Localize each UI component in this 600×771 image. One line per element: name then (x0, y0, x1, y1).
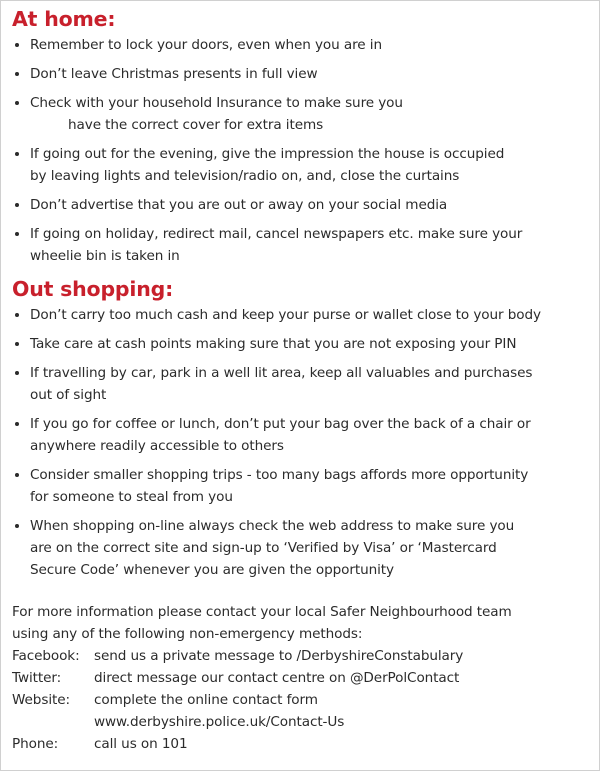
list-item-text: When shopping on-line always check the web address to make sure you (30, 518, 515, 534)
contact-label: Phone: (12, 736, 59, 752)
list-item (12, 515, 588, 581)
list-item (12, 223, 588, 267)
list-item-text: Don’t leave Christmas presents in full view (30, 66, 318, 82)
list-item-text: If you go for coffee or lunch, don’t put your bag over the back of a chair or (30, 416, 531, 432)
website-link: www.derbyshire.police.uk/Contact-Us (94, 714, 345, 730)
list-item-text-continued: out of sight (30, 387, 107, 403)
list-out-shopping (12, 304, 588, 581)
contact-value: call us on 101 (94, 736, 188, 752)
list-item-text-continued: wheelie bin is taken in (30, 248, 180, 264)
list-item-text-continued: for someone to steal from you (30, 489, 233, 505)
list-item (12, 464, 588, 508)
contact-value-text: complete the online contact form (94, 692, 318, 708)
contact-label: Website: (12, 692, 70, 708)
list-item (12, 333, 588, 355)
list-item (12, 362, 588, 406)
info-intro-line: using any of the following non-emergency methods: (12, 626, 363, 642)
contact-value: send us a private message to /DerbyshireConstabulary (94, 648, 464, 664)
list-item-text-continued: anywhere readily accessible to others (30, 438, 284, 454)
list-item-text: Consider smaller shopping trips - too many bags affords more opportunity (30, 467, 529, 483)
contact-row-facebook (12, 645, 588, 667)
list-item-text-continued: have the correct cover for extra items (68, 117, 324, 133)
contact-value (94, 689, 588, 733)
list-item-text: Don’t carry too much cash and keep your purse or wallet close to your body (30, 307, 541, 323)
contact-row-twitter (12, 667, 588, 689)
list-item-text: If travelling by car, park in a well lit area, keep all valuables and purchases (30, 365, 533, 381)
info-intro (12, 601, 588, 645)
list-item (12, 92, 588, 136)
document-content (12, 4, 588, 755)
list-item-text: If going out for the evening, give the impression the house is occupied (30, 146, 505, 162)
list-item-text-continued: Secure Code’ whenever you are given the opportunity (30, 562, 394, 578)
contact-info (12, 601, 588, 755)
contact-label: Facebook: (12, 648, 80, 664)
list-at-home (12, 34, 588, 267)
list-item (12, 304, 588, 326)
contact-value: direct message our contact centre on @DerPolContact (94, 670, 460, 686)
section-out-shopping (12, 274, 588, 581)
list-item (12, 63, 588, 85)
list-item-text: If going on holiday, redirect mail, cancel newspapers etc. make sure your (30, 226, 523, 242)
contact-row-phone (12, 733, 588, 755)
heading-out-shopping: Out shopping: (12, 277, 174, 301)
info-intro-line: For more information please contact your local Safer Neighbourhood team (12, 604, 512, 620)
list-item-text: Don’t advertise that you are out or away on your social media (30, 197, 448, 213)
list-item (12, 143, 588, 187)
list-item (12, 34, 588, 56)
list-item-text: Check with your household Insurance to make sure you (30, 95, 403, 111)
contact-label: Twitter: (12, 670, 62, 686)
contact-row-website (12, 689, 588, 733)
list-item-text-continued: by leaving lights and television/radio on, and, close the curtains (30, 168, 460, 184)
section-at-home (12, 4, 588, 267)
heading-at-home: At home: (12, 7, 116, 31)
list-item (12, 194, 588, 216)
list-item (12, 413, 588, 457)
list-item-text: Remember to lock your doors, even when you are in (30, 37, 382, 53)
list-item-text: Take care at cash points making sure that you are not exposing your PIN (30, 336, 517, 352)
list-item-text-continued: are on the correct site and sign-up to ‘Verified by Visa’ or ‘Mastercard (30, 540, 497, 556)
